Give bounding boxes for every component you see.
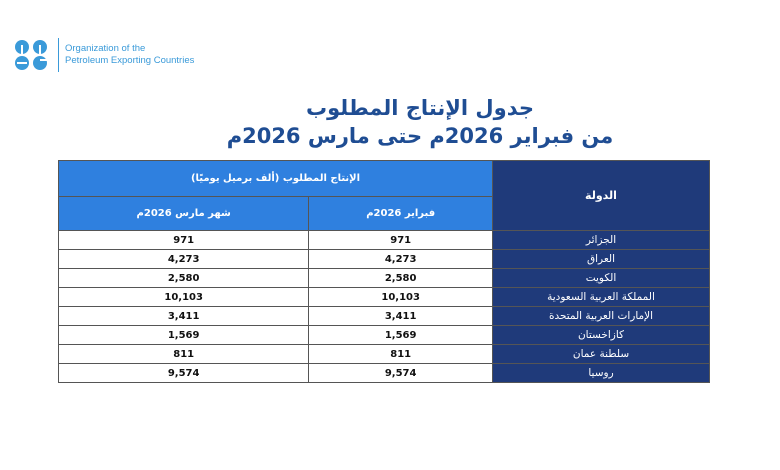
table-row	[59, 326, 710, 345]
production-header: الإنتاج المطلوب (ألف برميل يوميًا)	[59, 161, 493, 197]
feb-value: 971	[309, 231, 493, 250]
country-cell: الجزائر	[493, 231, 710, 250]
feb-value: 10,103	[309, 288, 493, 307]
country-cell: الإمارات العربية المتحدة	[493, 307, 710, 326]
feb-value: 2,580	[309, 269, 493, 288]
country-cell: المملكة العربية السعودية	[493, 288, 710, 307]
logo-line-1: Organization of the	[65, 43, 146, 54]
feb-value: 1,569	[309, 326, 493, 345]
opec-logo	[14, 38, 194, 72]
table-row	[59, 269, 710, 288]
logo-line-2: Petroleum Exporting Countries	[65, 55, 195, 66]
table-row	[59, 345, 710, 364]
page-title: جدول الإنتاج المطلوب	[306, 96, 534, 120]
feb-value: 811	[309, 345, 493, 364]
feb-value: 9,574	[309, 364, 493, 383]
mar-value: 9,574	[59, 364, 309, 383]
feb-value: 3,411	[309, 307, 493, 326]
mar-value: 811	[59, 345, 309, 364]
table-row	[59, 250, 710, 269]
mar-value: 4,273	[59, 250, 309, 269]
country-header: الدولة	[493, 161, 710, 231]
table-row	[59, 231, 710, 250]
page-subtitle: من فبراير 2026م حتى مارس 2026م	[226, 124, 614, 148]
country-cell: روسيا	[493, 364, 710, 383]
country-cell: سلطنة عمان	[493, 345, 710, 364]
table-row	[59, 364, 710, 383]
mar-value: 1,569	[59, 326, 309, 345]
mar-value: 3,411	[59, 307, 309, 326]
logo-text	[65, 43, 194, 67]
production-table	[58, 160, 710, 383]
logo-divider	[58, 38, 59, 72]
country-cell: كازاخستان	[493, 326, 710, 345]
country-cell: الكويت	[493, 269, 710, 288]
opec-emblem-icon	[14, 39, 50, 71]
table-row	[59, 288, 710, 307]
feb-value: 4,273	[309, 250, 493, 269]
table-row	[59, 307, 710, 326]
mar-header: شهر مارس 2026م	[59, 197, 309, 231]
mar-value: 10,103	[59, 288, 309, 307]
mar-value: 2,580	[59, 269, 309, 288]
feb-header: فبراير 2026م	[309, 197, 493, 231]
country-cell: العراق	[493, 250, 710, 269]
mar-value: 971	[59, 231, 309, 250]
